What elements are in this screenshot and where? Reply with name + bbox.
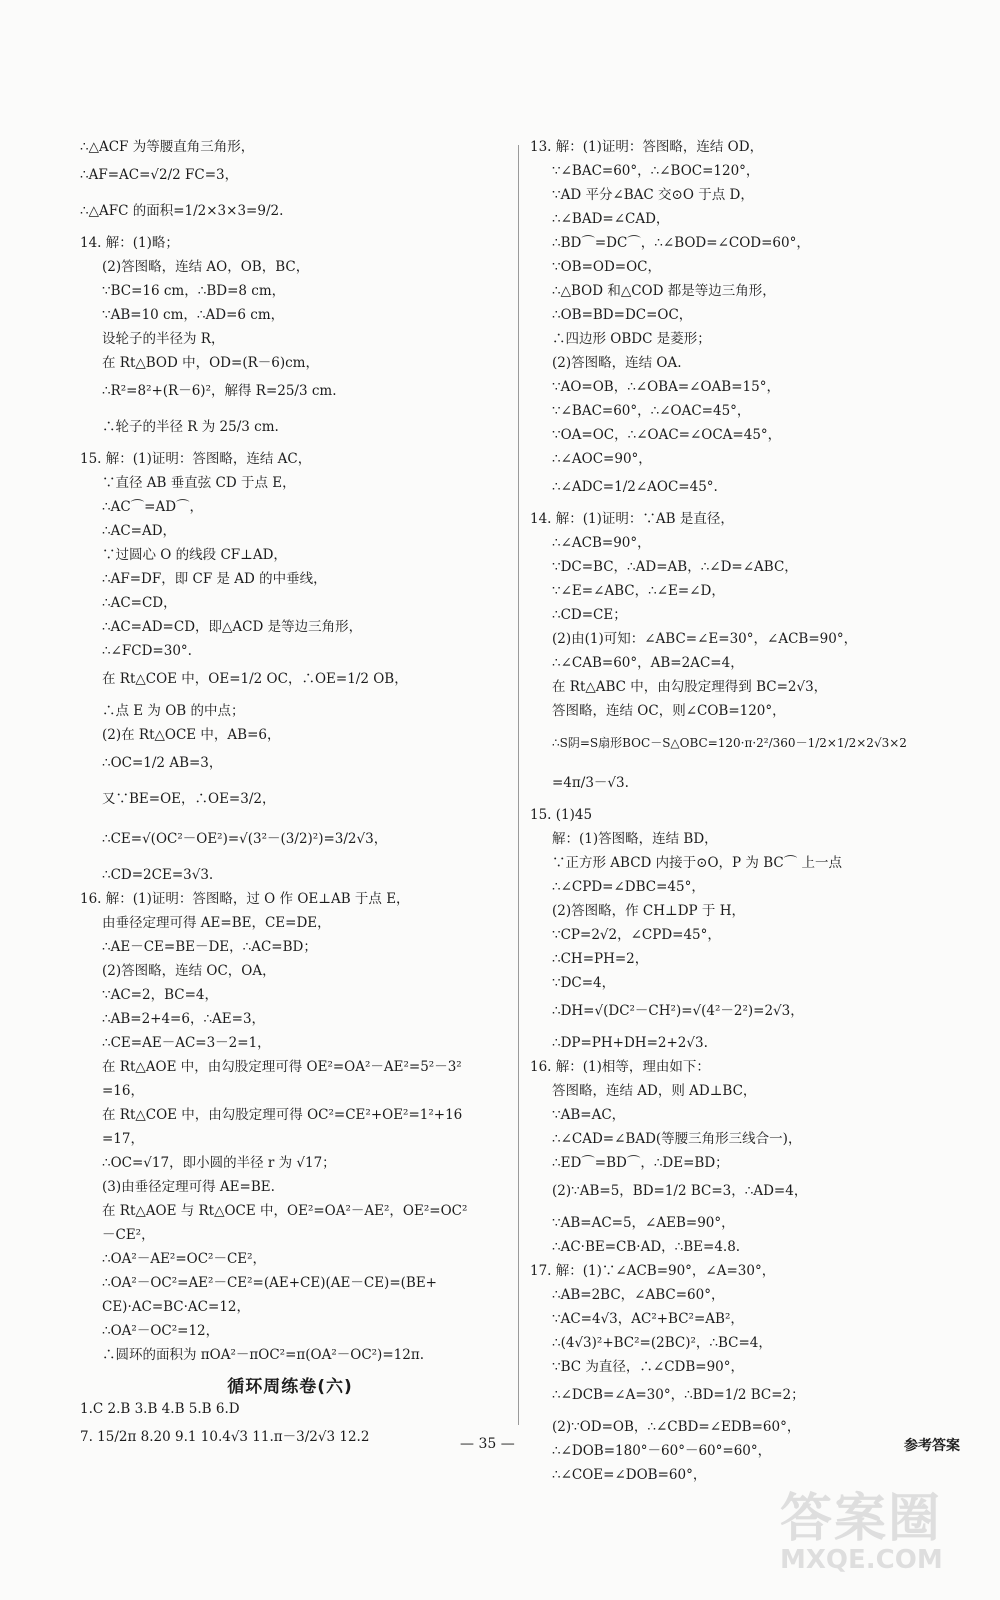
text-line: ∵CP=2√2，∠CPD=45°， (552, 927, 721, 943)
text-line: 在 Rt△AOE 中，由勾股定理可得 OE²=OA²－AE²=5²－3² (102, 1059, 462, 1075)
text-line: (2)答图略，连结 OC，OA， (102, 963, 276, 979)
text-line: ∵AB=AC， (552, 1107, 626, 1123)
text-line: (2)∵AB=5，BD=1/2 BC=3，∴AD=4， (552, 1183, 808, 1199)
text-line: ∵直径 AB 垂直弦 CD 于点 E， (102, 475, 296, 491)
text-line: ∴OA²－OC²=AE²－CE²=(AE+CE)(AE－CE)=(BE+ (102, 1275, 437, 1291)
text-line: 16. 解：(1)相等，理由如下： (530, 1059, 710, 1075)
text-line: (2)由(1)可知：∠ABC=∠E=30°，∠ACB=90°， (552, 631, 858, 647)
text-line: =17， (102, 1131, 144, 1147)
text-line: (2)答图略，作 CH⊥DP 于 H， (552, 903, 745, 919)
page-number: — 35 — (460, 1436, 515, 1452)
column-divider (518, 145, 519, 1425)
text-line: ∴OA²－AE²=OC²－CE²， (102, 1251, 267, 1267)
watermark-logo (780, 1476, 980, 1586)
text-line: 由垂径定理可得 AE=BE，CE=DE， (102, 915, 331, 931)
text-line: ∴∠ACB=90°， (552, 535, 651, 551)
text-line: ∴OB=BD=DC=OC， (552, 307, 693, 323)
text-line: (2)在 Rt△OCE 中，AB=6， (102, 727, 281, 743)
text-line: ∴CD=CE； (552, 607, 627, 623)
text-line: CE)·AC=BC·AC=12， (102, 1299, 250, 1315)
text-line: 答图略，连结 OC，则∠COB=120°， (552, 703, 786, 719)
text-line: ∴AC·BE=CB·AD，∴BE=4.8. (552, 1239, 741, 1255)
text-line: ∵AB=10 cm，∴AD=6 cm， (102, 307, 285, 323)
watermark-text: 答案圈 (780, 1489, 943, 1549)
text-line: ∴圆环的面积为 πOA²－πOC²=π(OA²－OC²)=12π. (102, 1347, 424, 1363)
text-line: ∴∠CPD=∠DBC=45°， (552, 879, 705, 895)
text-line: ∴∠AOC=90°， (552, 451, 652, 467)
text-line: 14. 解：(1)略； (80, 235, 179, 251)
text-line: ∴CD=2CE=3√3. (102, 867, 214, 883)
text-line: 15. 解：(1)证明：答图略，连结 AC， (80, 451, 312, 467)
watermark-url: MXQE.COM (780, 1545, 943, 1575)
text-line: 13. 解：(1)证明：答图略，连结 OD， (530, 139, 764, 155)
text-line: (3)由垂径定理可得 AE=BE. (102, 1179, 275, 1195)
text-line: ∵∠BAC=60°，∴∠OAC=45°， (552, 403, 751, 419)
text-line: ∴∠CAB=60°，AB=2AC=4， (552, 655, 744, 671)
text-line: 在 Rt△COE 中，由勾股定理可得 OC²=CE²+OE²=1²+16 (102, 1107, 463, 1123)
text-line: 又∵BE=OE，∴OE=3/2， (102, 791, 276, 807)
text-line: ∴△ACF 为等腰直角三角形， (80, 139, 255, 155)
footer-label: 参考答案 (904, 1438, 960, 1454)
text-line: (2)答图略，连结 AO，OB，BC， (102, 259, 310, 275)
text-line: ∵OB=OD=OC， (552, 259, 661, 275)
text-line: ∴点 E 为 OB 的中点； (102, 703, 245, 719)
text-line: ∴AB=2+4=6，∴AE=3， (102, 1011, 266, 1027)
text-line: ∴AC=CD， (102, 595, 177, 611)
text-line: =4π/3－√3. (552, 775, 629, 791)
text-line: ∵过圆心 O 的线段 CF⊥AD， (102, 547, 287, 563)
text-line: ∴AC=AD， (102, 523, 177, 539)
text-line: 在 Rt△AOE 与 Rt△OCE 中，OE²=OA²－AE²，OE²=OC² (102, 1203, 468, 1219)
text-line: ∴四边形 OBDC 是菱形； (552, 331, 711, 347)
right-column (530, 140, 970, 1492)
text-line: ∴△AFC 的面积=1/2×3×3=9/2. (80, 203, 284, 219)
answers-line: 1.C 2.B 3.B 4.B 5.B 6.D (80, 1401, 240, 1417)
text-line: 在 Rt△BOD 中，OD=(R－6)cm， (102, 355, 319, 371)
text-line: 设轮子的半径为 R， (102, 331, 225, 347)
text-line: ∴R²=8²+(R－6)²，解得 R=25/3 cm. (102, 383, 337, 399)
text-line: 答图略，连结 AD，则 AD⊥BC， (552, 1083, 757, 1099)
section-title: 循环周练卷(六) (227, 1377, 353, 1397)
text-line: ∵DC=4， (552, 975, 616, 991)
text-line: 在 Rt△ABC 中，由勾股定理得到 BC=2√3， (552, 679, 828, 695)
text-line: (2)答图略，连结 OA. (552, 355, 682, 371)
text-line: ∵∠BAC=60°，∴∠BOC=120°， (552, 163, 760, 179)
text-line: ∴(4√3)²+BC²=(2BC)²，∴BC=4， (552, 1335, 772, 1351)
text-line: (2)∵OD=OB，∴∠CBD=∠EDB=60°， (552, 1419, 801, 1435)
text-line: ∴∠DCB=∠A=30°，∴BD=1/2 BC=2； (552, 1387, 805, 1403)
text-line: ∵AC=4√3，AC²+BC²=AB²， (552, 1311, 744, 1327)
text-line: ∴AF=AC=√2/2 FC=3， (80, 167, 239, 183)
text-line: ∴DH=√(DC²－CH²)=√(4²－2²)=2√3， (552, 1003, 804, 1019)
text-line: ∵OA=OC，∴∠OAC=∠OCA=45°， (552, 427, 782, 443)
text-line: ∵AD 平分∠BAC 交⊙O 于点 D， (552, 187, 754, 203)
text-line: 解：(1)答图略，连结 BD， (552, 831, 718, 847)
text-line: ∴CE=AE－AC=3－2=1， (102, 1035, 271, 1051)
text-line: ∴OC=√17，即小圆的半径 r 为 √17； (102, 1155, 336, 1171)
text-line: ∴∠DOB=180°－60°－60°=60°， (552, 1443, 772, 1459)
text-line: 17. 解：(1)∵∠ACB=90°，∠A=30°， (530, 1263, 776, 1279)
text-line: －CE²， (102, 1227, 155, 1243)
text-line: ∵BC 为直径，∴∠CDB=90°， (552, 1359, 745, 1375)
text-line: ∴轮子的半径 R 为 25/3 cm. (102, 419, 279, 435)
text-line: ∵AO=OB，∴∠OBA=∠OAB=15°， (552, 379, 780, 395)
text-line: ∴DP=PH+DH=2+2√3. (552, 1035, 708, 1051)
answers-line: 7. 15/2π 8.20 9.1 10.4√3 11.π－3/2√3 12.2 (80, 1429, 370, 1445)
text-line: ∵AC=2，BC=4， (102, 987, 218, 1003)
text-line: ∴∠COE=∠DOB=60°， (552, 1467, 707, 1483)
text-line: ∵∠E=∠ABC，∴∠E=∠D， (552, 583, 725, 599)
text-line: 在 Rt△COE 中，OE=1/2 OC，∴OE=1/2 OB， (102, 671, 408, 687)
text-line: ∴CE=√(OC²－OE²)=√(3²－(3/2)²)=3/2√3， (102, 831, 388, 847)
text-line: 14. 解：(1)证明：∵AB 是直径， (530, 511, 734, 527)
text-line: ∴CH=PH=2， (552, 951, 649, 967)
text-line: ∴BD⌒=DC⌒，∴∠BOD=∠COD=60°， (552, 235, 810, 251)
text-line: ∵AB=AC=5，∠AEB=90°， (552, 1215, 735, 1231)
text-line: 15. (1)45 (530, 807, 593, 823)
text-line: ∴AC⌒=AD⌒， (102, 499, 204, 515)
text-line: ∴∠BAD=∠CAD， (552, 211, 670, 227)
text-line: 16. 解：(1)证明：答图略，过 O 作 OE⊥AB 于点 E， (80, 891, 410, 907)
text-line: ∴OA²－OC²=12， (102, 1323, 220, 1339)
text-line: ∴AF=DF，即 CF 是 AD 的中垂线， (102, 571, 327, 587)
text-line: ∴∠FCD=30°. (102, 643, 192, 659)
text-line: ∴AE－CE=BE－DE，∴AC=BD； (102, 939, 317, 955)
text-line: ∴AC=AD=CD，即△ACD 是等边三角形， (102, 619, 363, 635)
text-line: ∵DC=BC，∴AD=AB，∴∠D=∠ABC， (552, 559, 798, 575)
text-line: ∴OC=1/2 AB=3， (102, 755, 223, 771)
left-column (80, 140, 500, 1462)
text-line: ∵BC=16 cm，∴BD=8 cm， (102, 283, 286, 299)
text-line: ∴△BOD 和△COD 都是等边三角形， (552, 283, 776, 299)
text-line: ∴S阴=S扇形BOC－S△OBC=120·π·2²/360－1/2×1/2×2√3×2 (552, 736, 907, 750)
text-line: =16， (102, 1083, 144, 1099)
text-line: ∴AB=2BC，∠ABC=60°， (552, 1287, 725, 1303)
text-line: ∴∠ADC=1/2∠AOC=45°. (552, 479, 718, 495)
text-line: ∴∠CAD=∠BAD(等腰三角形三线合一)， (552, 1131, 802, 1147)
text-line: ∴ED⌒=BD⌒，∴DE=BD； (552, 1155, 729, 1171)
text-line: ∵正方形 ABCD 内接于⊙O，P 为 BC⌒ 上一点 (552, 855, 842, 871)
